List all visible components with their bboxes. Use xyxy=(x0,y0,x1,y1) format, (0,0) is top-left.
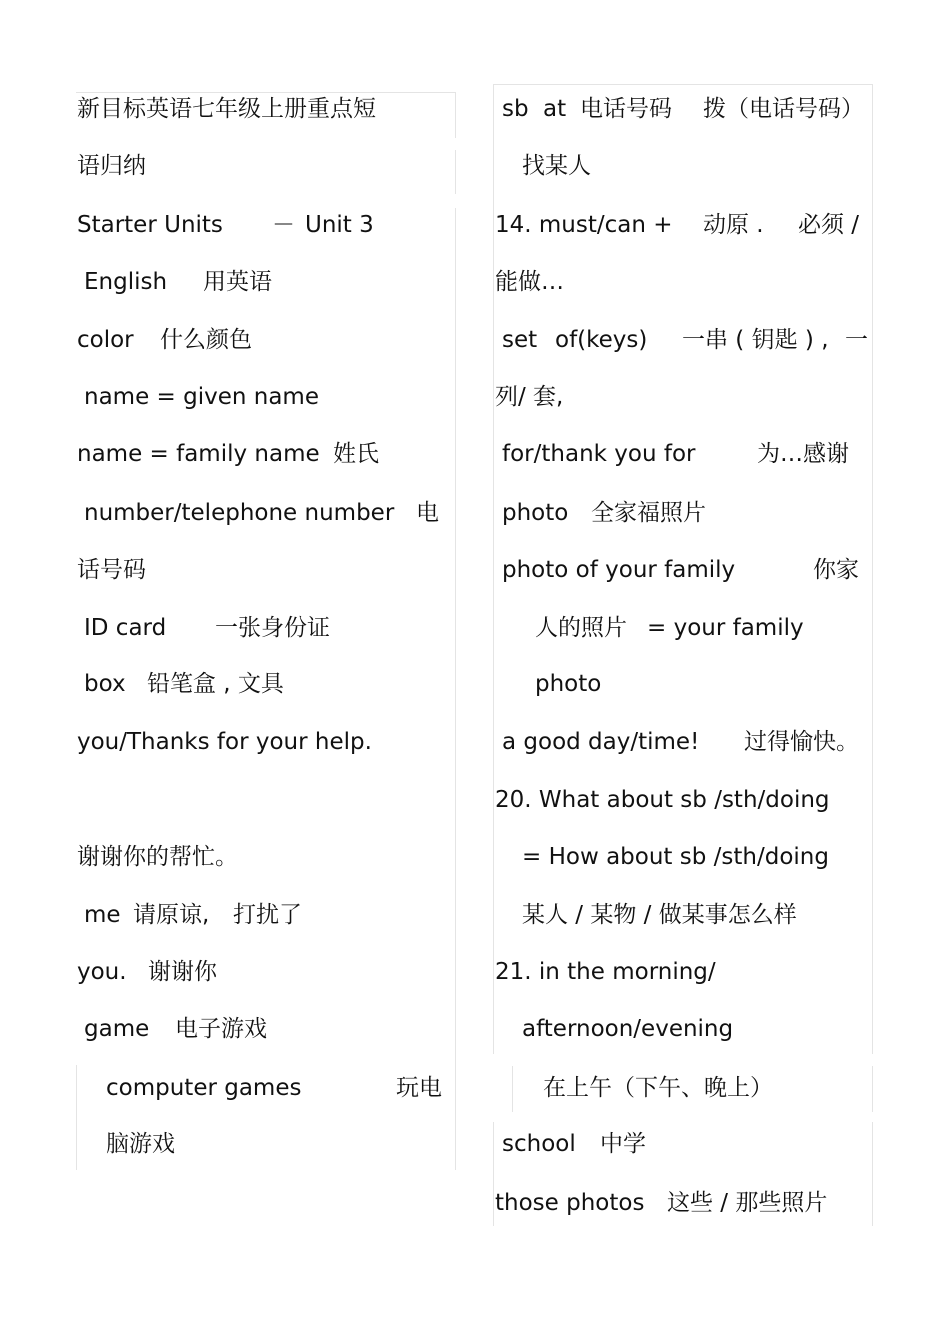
left-text-1: 语归纳 xyxy=(77,153,146,179)
left-text-7: color xyxy=(77,327,134,353)
right-text-4: 找某人 xyxy=(522,153,591,179)
right-text-32: 中学 xyxy=(600,1131,646,1157)
right-text-11: 一串 ( 钥匙 ) , xyxy=(682,327,829,353)
left-text-11: 姓氏 xyxy=(333,441,379,467)
left-text-16: 一张身份证 xyxy=(215,615,330,641)
left-text-18: 铅笔盒 , 文具 xyxy=(147,671,284,697)
left-text-27: 电子游戏 xyxy=(175,1016,267,1042)
right-text-21: = your family xyxy=(647,615,804,641)
left-text-28: computer games xyxy=(106,1075,302,1101)
left-text-15: ID card xyxy=(84,615,167,641)
right-text-5: 14. must/can + xyxy=(495,212,673,238)
right-text-34: 这些 / 那些照片 xyxy=(667,1190,828,1216)
left-text-24: you. xyxy=(77,959,127,985)
left-text-29: 玩电 xyxy=(396,1075,442,1101)
left-text-10: name = family name xyxy=(77,441,320,467)
left-text-12: number/telephone number xyxy=(84,500,395,526)
right-text-29: afternoon/evening xyxy=(522,1016,734,1042)
right-text-13: 列/ 套, xyxy=(495,384,564,410)
right-text-31: school xyxy=(502,1131,576,1157)
right-text-23: a good day/time! xyxy=(502,729,700,755)
right-text-26: = How about sb /sth/doing xyxy=(522,844,829,870)
right-text-2: 电话号码 xyxy=(580,96,672,122)
right-text-3: 拨（电话号码） xyxy=(703,96,864,122)
left-text-6: 用英语 xyxy=(203,269,272,295)
grid-line xyxy=(455,150,456,194)
right-text-18: photo of your family xyxy=(502,557,736,583)
left-text-8: 什么颜色 xyxy=(160,327,252,353)
right-text-10: of(keys) xyxy=(555,327,648,353)
grid-line xyxy=(493,84,494,1054)
right-text-1: at xyxy=(543,96,567,122)
grid-line xyxy=(512,1066,513,1112)
right-text-9: set xyxy=(502,327,538,353)
left-text-26: game xyxy=(84,1016,150,1042)
grid-line xyxy=(455,92,456,138)
left-text-25: 谢谢你 xyxy=(148,959,217,985)
left-text-23: 打扰了 xyxy=(233,902,302,928)
right-text-20: 人的照片 xyxy=(535,615,627,641)
left-text-17: box xyxy=(84,671,126,697)
right-text-24: 过得愉快。 xyxy=(744,729,859,755)
right-text-25: 20. What about sb /sth/doing xyxy=(495,787,830,813)
right-text-15: 为…感谢 xyxy=(757,441,849,467)
left-text-4: Unit 3 xyxy=(305,212,374,238)
right-text-17: 全家福照片 xyxy=(591,500,706,526)
grid-line xyxy=(76,92,455,93)
right-text-0: sb xyxy=(502,96,529,122)
right-text-30: 在上午（下午、晚上） xyxy=(543,1075,773,1101)
right-text-6: 动原 . xyxy=(703,212,764,238)
left-text-19: you/Thanks for your help. xyxy=(77,729,372,755)
left-text-14: 话号码 xyxy=(77,557,146,583)
left-text-13: 电 xyxy=(416,500,439,526)
left-text-22: 请原谅, xyxy=(133,902,210,928)
left-text-21: me xyxy=(84,902,121,928)
right-text-7: 必须 / xyxy=(798,212,860,238)
grid-line xyxy=(493,84,872,85)
right-text-28: 21. in the morning/ xyxy=(495,959,716,985)
left-text-30: 脑游戏 xyxy=(106,1131,175,1157)
right-text-27: 某人 / 某物 / 做某事怎么样 xyxy=(522,902,797,928)
grid-line xyxy=(455,208,456,1170)
grid-line xyxy=(76,1065,77,1170)
right-text-8: 能做… xyxy=(495,269,564,295)
grid-line xyxy=(872,1122,873,1226)
left-text-0: 新目标英语七年级上册重点短 xyxy=(77,96,376,122)
grid-line xyxy=(493,1122,494,1226)
right-text-22: photo xyxy=(535,671,602,697)
right-text-33: those photos xyxy=(495,1190,645,1216)
left-text-9: name = given name xyxy=(84,384,319,410)
grid-line xyxy=(872,84,873,1054)
grid-line xyxy=(872,1066,873,1112)
left-text-5: English xyxy=(84,269,168,295)
right-text-16: photo xyxy=(502,500,569,526)
right-text-12: 一 xyxy=(845,327,868,353)
left-text-3: － xyxy=(272,212,295,238)
left-text-20: 谢谢你的帮忙。 xyxy=(77,844,238,870)
right-text-14: for/thank you for xyxy=(502,441,696,467)
right-text-19: 你家 xyxy=(813,557,859,583)
left-text-2: Starter Units xyxy=(77,212,223,238)
